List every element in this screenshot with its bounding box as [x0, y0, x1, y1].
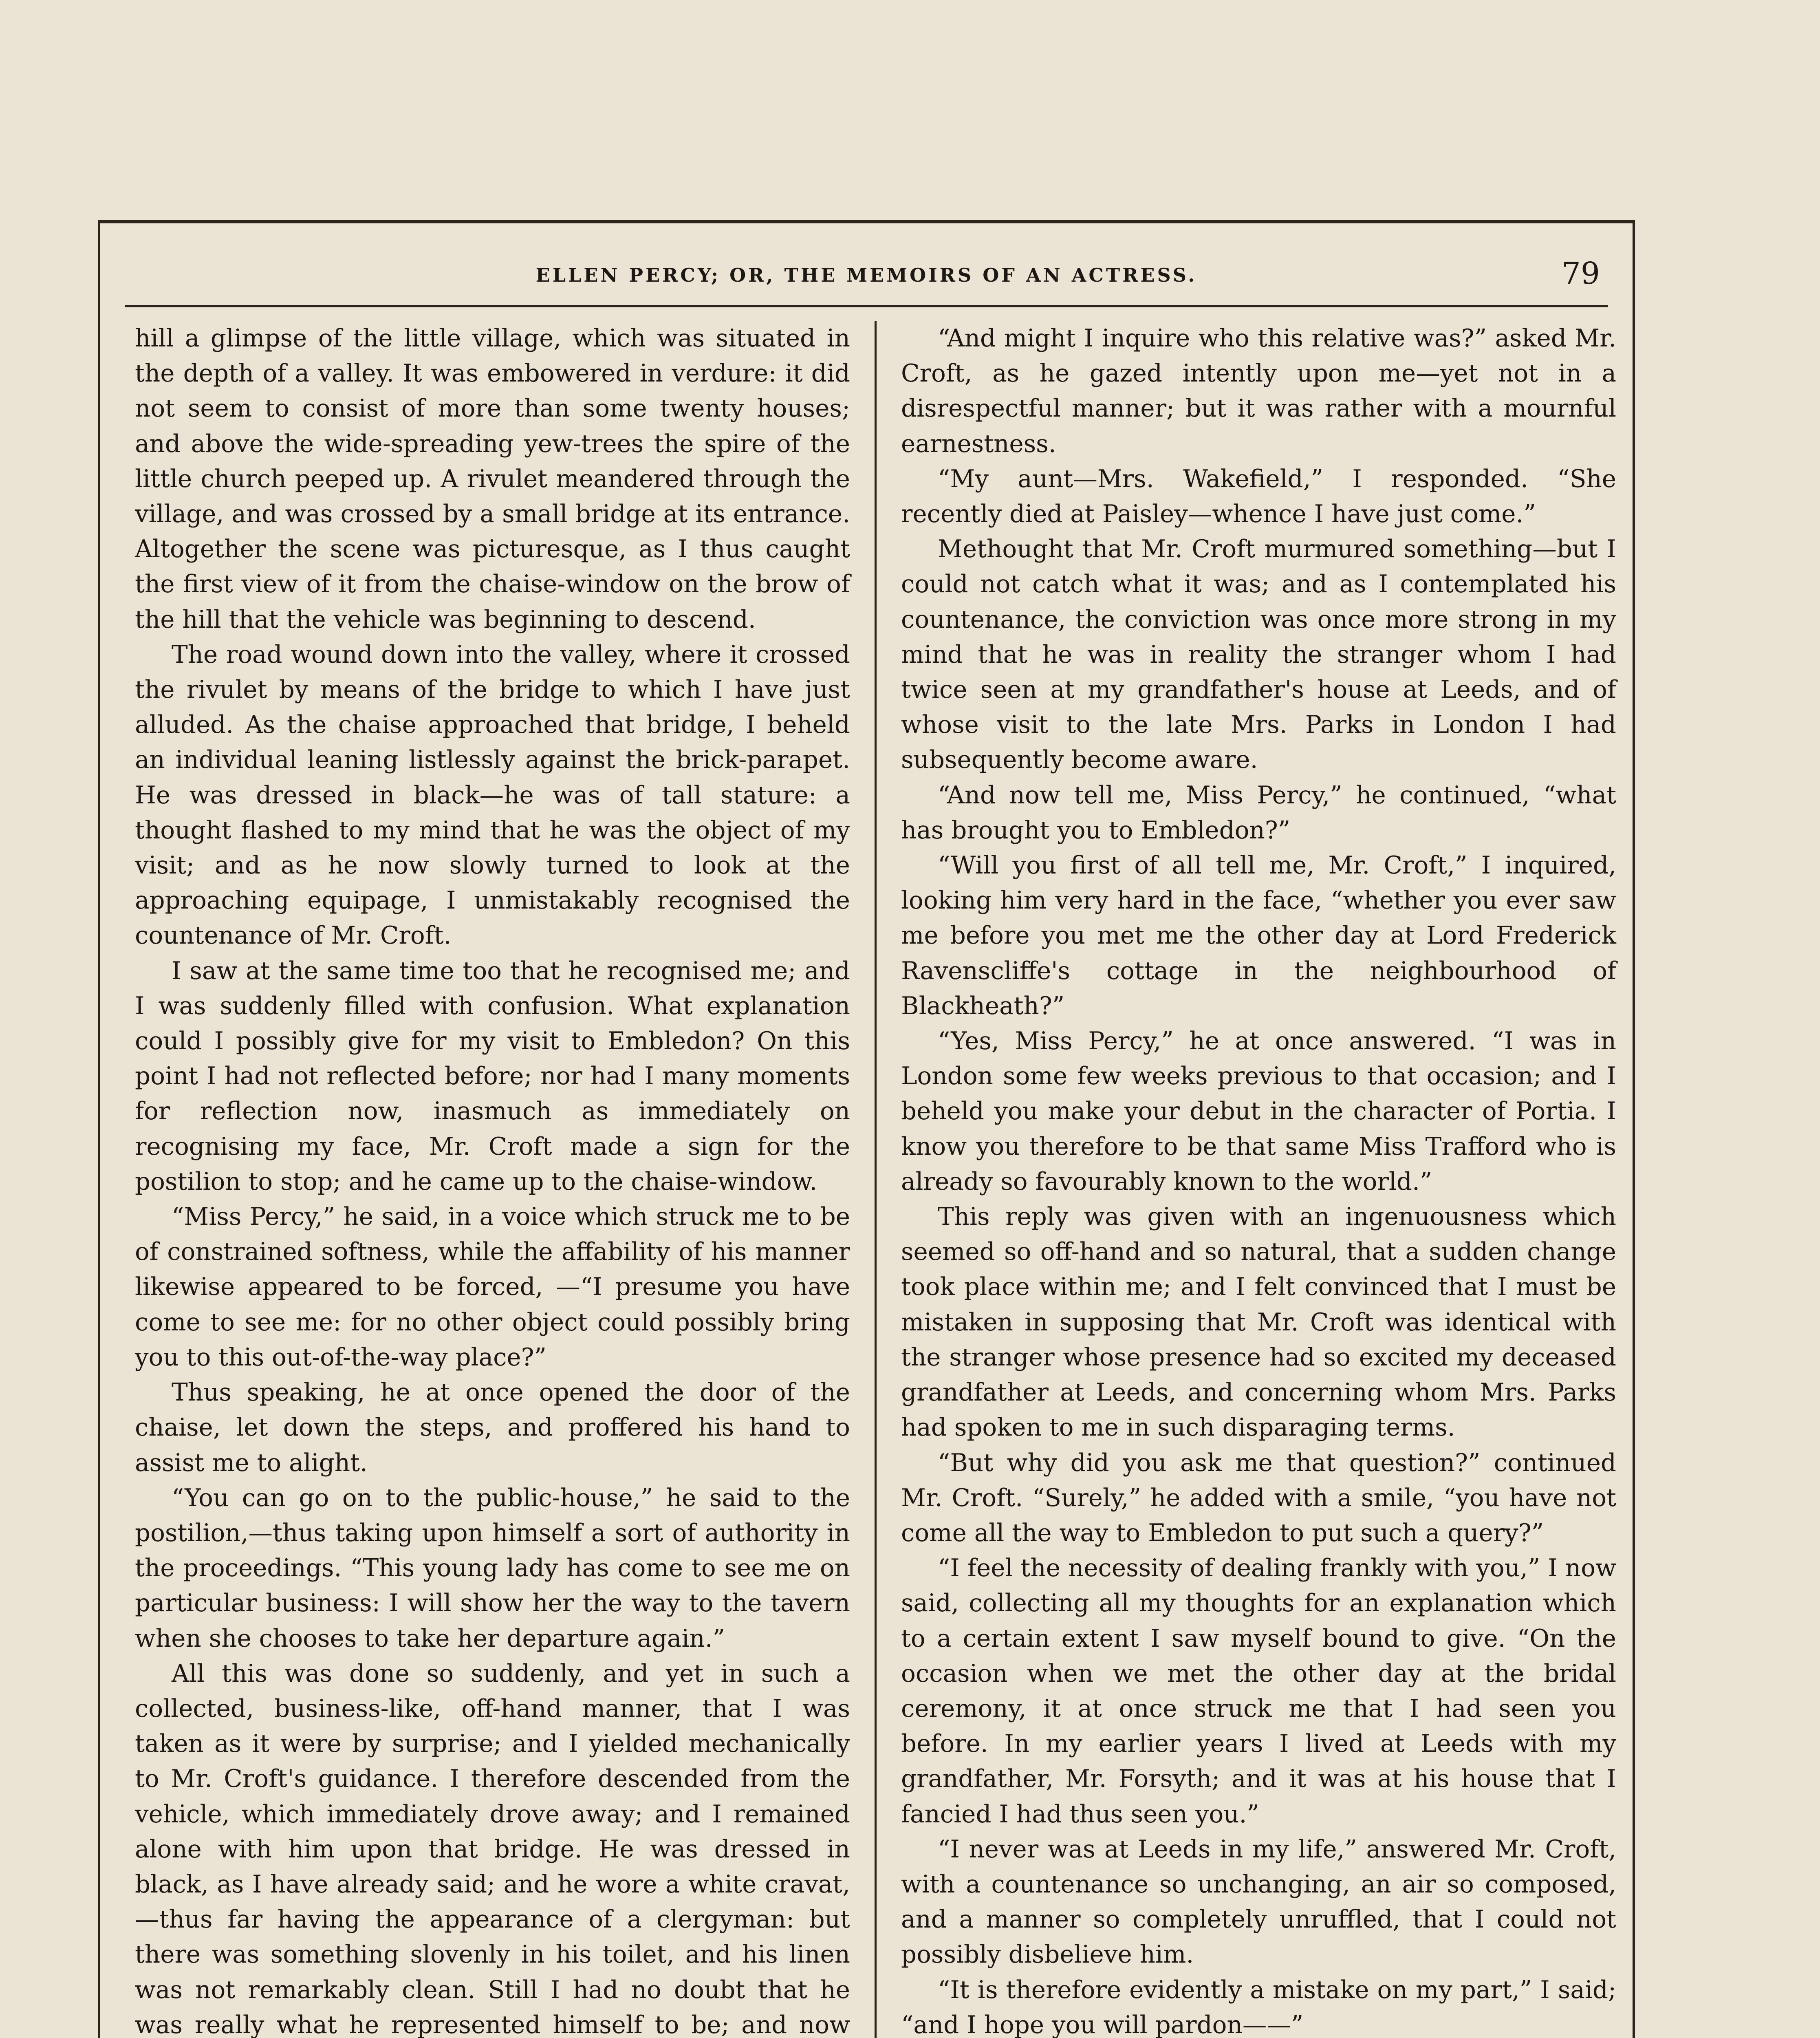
paragraph: “It is therefore evidently a mistake on my part,” I said; “and I hope you will pardon——”: [901, 1976, 1616, 2038]
paragraph: hill a glimpse of the little village, which was situated in the depth of a valley. It was embowered in verdure: it did not seem to consist of more than some twenty houses; and above the wide-spreading yew-trees the spire of the little church peeped up. A rivulet meandered through the village, and was crossed by a small bridge at its entrance. Altogether the scene was picturesque, as I thus caught the first view of it from the chaise-window on the brow of the hill that the vehicle was beginning to descend.: [135, 324, 850, 634]
paragraph: “And might I inquire who this relative was?” asked Mr. Croft, as he gazed intently upon me—yet not in a disrespectful manner; but it was rather with a mournful earnestness.: [901, 324, 1616, 458]
column-rule: [875, 321, 877, 2038]
paragraph: “Will you first of all tell me, Mr. Croft,” I inquired, looking him very hard in the face, “whether you ever saw me before you met me the other day at Lord Frederick Ravenscliffe's cottage in the neighbourhood of Blackheath?”: [901, 851, 1616, 1020]
paragraph: Thus speaking, he at once opened the door of the chaise, let down the steps, and proffered his hand to assist me to alight.: [135, 1379, 850, 1477]
paragraph: “You can go on to the public-house,” he said to the postilion,—thus taking upon himself a sort of authority in the proceedings. “This young lady has come to see me on particular business: I will show her the way to the tavern when she chooses to take her departure again.”: [135, 1484, 850, 1653]
text-columns: [125, 321, 1616, 2038]
page-frame: [98, 220, 1635, 2038]
right-column: [901, 321, 1616, 2038]
paragraph: “My aunt—Mrs. Wakefield,” I responded. “She recently died at Paisley—whence I have just come.”: [901, 465, 1616, 529]
running-head: ELLEN PERCY; OR, THE MEMOIRS OF AN ACTRESS.: [535, 264, 1197, 286]
paragraph: “Yes, Miss Percy,” he at once answered. “I was in London some few weeks previous to that occasion; and I beheld you make your debut in the character of Portia. I know you therefore to be that same Miss Trafford who is already so favourably known to the world.”: [901, 1027, 1616, 1196]
paragraph: “But why did you ask me that question?” continued Mr. Croft. “Surely,” he added with a smile, “you have not come all the way to Embledon to put such a query?”: [901, 1449, 1616, 1547]
paragraph: “I feel the necessity of dealing frankly with you,” I now said, collecting all my thoughts for an explanation which to a certain extent I saw myself bound to give. “On the occasion when we met the other day at the bridal ceremony, it at once struck me that I had seen you before. In my earlier years I lived at Leeds with my grandfather, Mr. Forsyth; and it was at his house that I fancied I had thus seen you.”: [901, 1554, 1616, 1828]
page-header: [125, 256, 1608, 307]
paragraph: The road wound down into the valley, where it crossed the rivulet by means of the bridge to which I have just alluded. As the chaise approached that bridge, I beheld an individual leaning listlessly against the brick-parapet. He was dressed in black—he was of tall stature: a thought flashed to my mind that he was the object of my visit; and as he now slowly turned to look at the approaching equipage, I unmistakably recognised the countenance of Mr. Croft.: [135, 640, 850, 950]
paragraph: “Miss Percy,” he said, in a voice which struck me to be of constrained softness, while the affability of his manner likewise appeared to be forced, —“I presume you have come to see me: for no other object could possibly bring you to this out-of-the-way place?”: [135, 1203, 850, 1372]
paragraph: “And now tell me, Miss Percy,” he continued, “what has brought you to Embledon?”: [901, 781, 1616, 845]
paragraph: This reply was given with an ingenuousness which seemed so off-hand and so natural, that a sudden change took place within me; and I felt convinced that I must be mistaken in supposing that Mr. Croft was identical with the stranger whose presence had so excited my deceased grandfather at Leeds, and concerning whom Mrs. Parks had spoken to me in such disparaging terms.: [901, 1203, 1616, 1442]
left-column: [135, 321, 850, 2038]
paragraph: I saw at the same time too that he recognised me; and I was suddenly filled with confusion. What explanation could I possibly give for my visit to Embledon? On this point I had not reflected before; nor had I many moments for reflection now, inasmuch as immediately on recognising my face, Mr. Croft made a sign for the postilion to stop; and he came up to the chaise-window.: [135, 957, 850, 1196]
paragraph: Methought that Mr. Croft murmured something—but I could not catch what it was; and as I contemplated his countenance, the conviction was once more strong in my mind that he was in reality the stranger whom I had twice seen at my grandfather's house at Leeds, and of whose visit to the late Mrs. Parks in London I had subsequently become aware.: [901, 535, 1616, 774]
paragraph: “I never was at Leeds in my life,” answered Mr. Croft, with a countenance so unchanging, an air so composed, and a manner so completely unruffled, that I could not possibly disbelieve him.: [901, 1835, 1616, 1969]
paragraph: All this was done so suddenly, and yet in such a collected, business-like, off-hand manner, that I was taken as it were by surprise; and I yielded mechanically to Mr. Croft's guidance. I therefore descended from the vehicle, which immediately drove away; and I remained alone with him upon that bridge. He was dressed in black, as I have already said; and he wore a white cravat,—thus far having the appearance of a clergyman: but there was something slovenly in his toilet, and his linen was not remarkably clean. Still I had no doubt that he was really what he represented himself to be; and now: [135, 1659, 850, 2038]
page-number: 79: [1561, 256, 1600, 291]
